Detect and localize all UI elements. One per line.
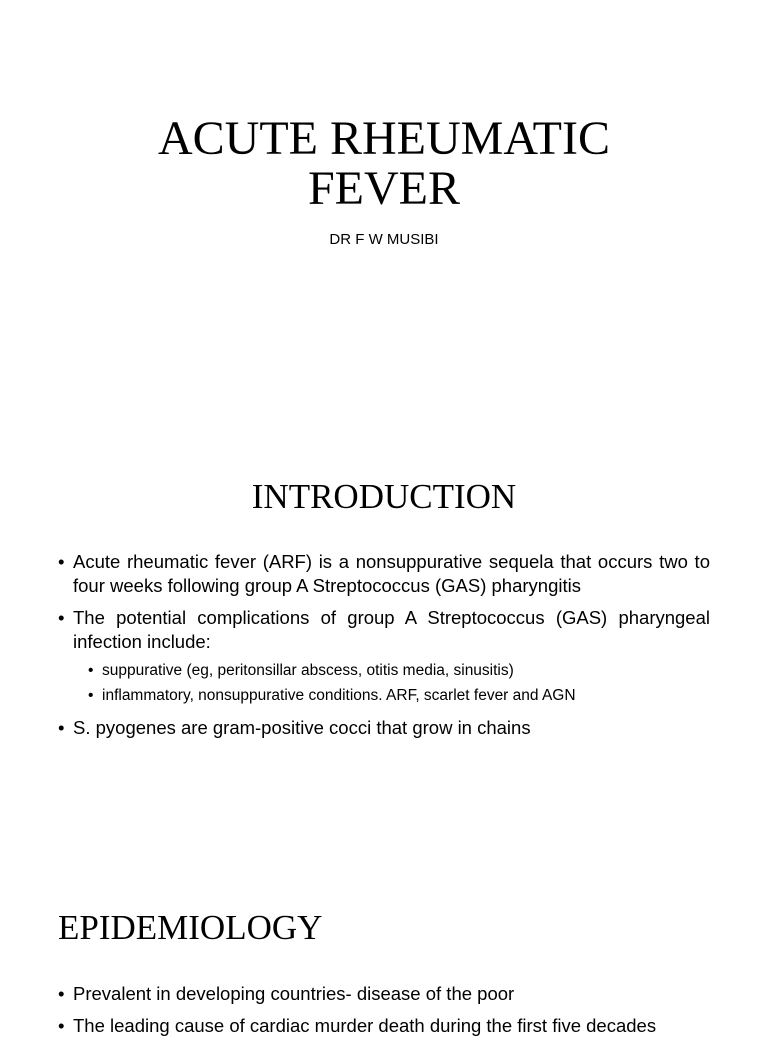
bullet-item — [58, 550, 710, 598]
author-name: DR F W MUSIBI — [329, 231, 439, 248]
bullet-text: Acute rheumatic fever (ARF) is a nonsuppurative sequela that occurs two to four weeks following group A Streptococcus (GAS) pharyngitis — [73, 551, 710, 596]
epidemiology-bullet-list — [58, 982, 710, 1046]
sub-bullet-item: • suppurative (eg, peritonsillar abscess, otitis media, sinusitis) — [88, 658, 710, 683]
bullet-item — [58, 716, 710, 740]
bullet-text: Prevalent in developing countries- disease of the poor — [73, 983, 515, 1004]
presentation-title: ACUTE RHEUMATIC FEVER — [158, 112, 610, 215]
bullet-item — [58, 982, 710, 1006]
epidemiology-slide — [0, 864, 768, 1036]
bullet-text: S. pyogenes are gram-positive cocci that grow in chains — [73, 717, 531, 738]
bullet-item — [58, 606, 710, 708]
introduction-slide — [0, 432, 768, 864]
sub-bullet-item: • inflammatory, nonsuppurative conditions. ARF, scarlet fever and AGN — [88, 683, 710, 708]
bullet-text: The potential complications of group A Streptococcus (GAS) pharyngeal infection include: — [73, 607, 710, 652]
bullet-item — [58, 1014, 710, 1038]
epidemiology-title: EPIDEMIOLOGY — [58, 908, 323, 947]
bullet-text: The leading cause of cardiac murder death during the first five decades — [73, 1015, 657, 1036]
introduction-title: INTRODUCTION — [251, 477, 517, 516]
introduction-bullet-list — [58, 550, 710, 748]
sub-bullet-list — [73, 658, 710, 708]
title-slide — [0, 0, 768, 432]
